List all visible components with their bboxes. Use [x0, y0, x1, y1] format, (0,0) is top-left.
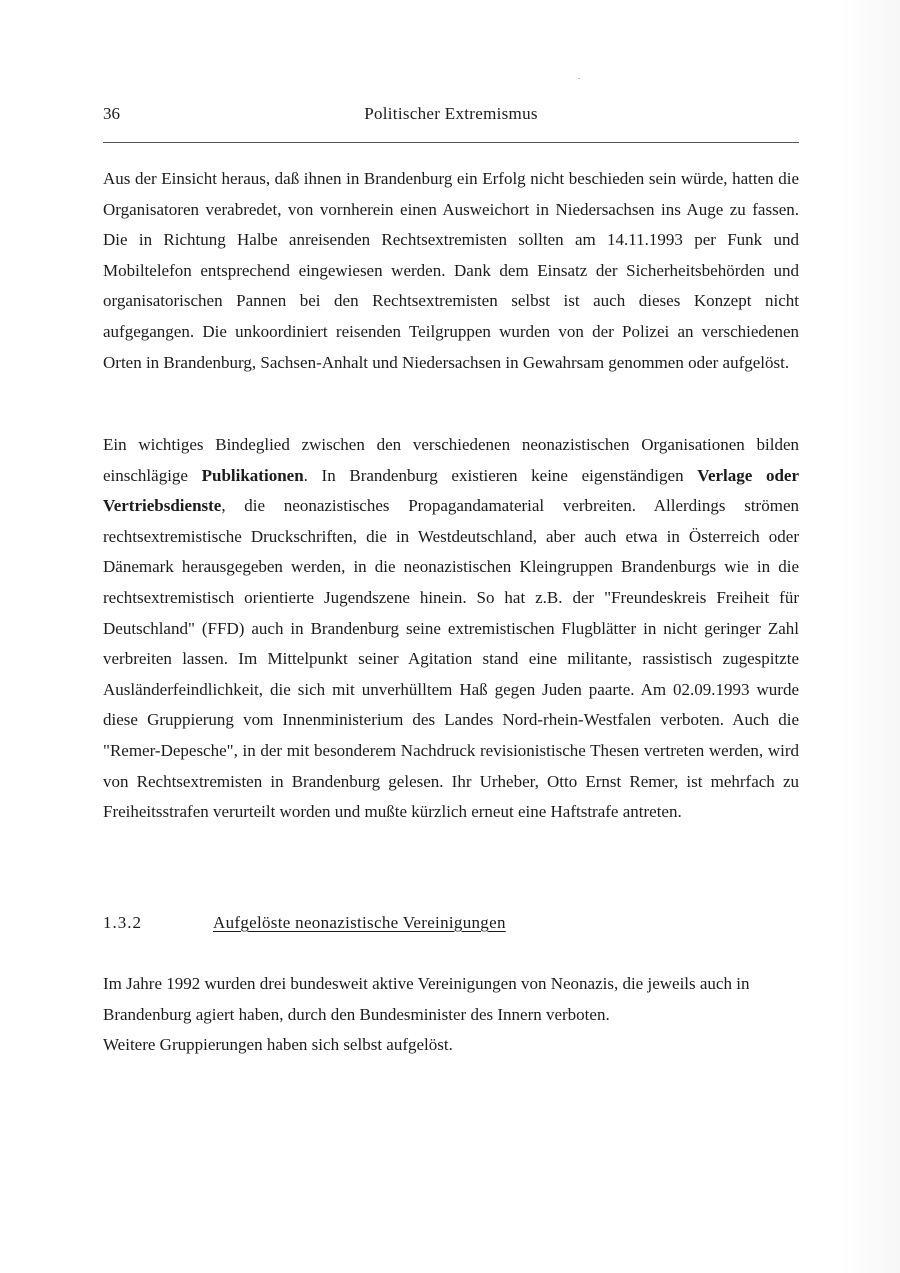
header-rule [103, 142, 799, 143]
scan-speck [578, 78, 580, 79]
paragraph-2-text-c: , die neonazistisches Propagandamaterial verbreiten. Allerdings strömen rechtsextremistische Druckschriften, die in Westdeutschland, aber auch etwa in Österreich oder Dänemark herausgegeben werden, in die neonazistischen Kleingruppen Brandenburgs wie in die rechtsextremistisch orientierte Jugendszene hinein. So hat z.B. der "Freundeskreis Freiheit für Deutschland" (FFD) auch in Brandenburg seine extremistischen Flugblätter in nicht geringer Zahl verbreiten lassen. Im Mittelpunkt seiner Agitation stand eine militante, rassistisch zugespitzte Ausländerfeindlichkeit, die sich mit unverhülltem Haß gegen Juden paarte. Am 02.09.1993 wurde diese Gruppierung vom Innenministerium des Landes Nord-rhein-Westfalen verboten. Auch die "Remer-Depesche", in der mit besonderem Nachdruck revisionistische Thesen vertreten werden, wird von Rechtsextremisten in Brandenburg gelesen. Ihr Urheber, Otto Ernst Remer, ist mehrfach zu Freiheitsstrafen verurteilt worden und mußte kürzlich erneut eine Haftstrafe antreten. [103, 496, 799, 822]
scan-shading [840, 0, 900, 1273]
paragraph-1: Aus der Einsicht heraus, daß ihnen in Brandenburg ein Erfolg nicht beschieden sein würde, hatten die Organisatoren verabredet, von vornherein einen Ausweichort in Niedersachsen ins Auge zu fassen. Die in Richtung Halbe anreisenden Rechtsextremisten sollten am 14.11.1993 per Funk und Mobiltelefon entsprechend eingewiesen werden. Dank dem Einsatz der Sicherheitsbehörden und organisatorischen Pannen bei den Rechtsextremisten selbst ist auch dieses Konzept nicht aufgegangen. Die unkoordiniert reisenden Teilgruppen wurden von der Polizei an verschiedenen Orten in Brandenburg, Sachsen-Anhalt und Niedersachsen in Gewahrsam genommen oder aufgelöst. [103, 169, 799, 372]
paragraph-3 [103, 969, 799, 1061]
paragraph-2-text-b: . In Brandenburg existieren keine eigenständigen [303, 465, 698, 485]
paragraph-2 [103, 430, 799, 828]
page-header [103, 104, 799, 134]
bold-term-publikationen: Publikationen [201, 465, 304, 485]
section-number: 1.3.2 [103, 913, 142, 932]
running-title: Politischer Extremismus [364, 104, 538, 123]
page-number: 36 [103, 104, 120, 123]
paragraph-3-sentence-1: Im Jahre 1992 wurden drei bundesweit aktive Vereinigungen von Neonazis, die jeweils auch in Brandenburg agiert haben, durch den Bundesminister des Innern verboten. [103, 974, 750, 1024]
section-title: Aufgelöste neonazistische Vereinigungen [213, 913, 506, 932]
paragraph-3-sentence-2: Weitere Gruppierungen haben sich selbst aufgelöst. [103, 1035, 453, 1055]
paragraph-2-text-a: Ein wichtiges Bindeglied zwischen den verschiedenen neonazistischen Organisationen bilden einschlägige [103, 435, 799, 485]
bold-term-verlage: Verlage oder Vertriebsdienste [103, 465, 799, 516]
